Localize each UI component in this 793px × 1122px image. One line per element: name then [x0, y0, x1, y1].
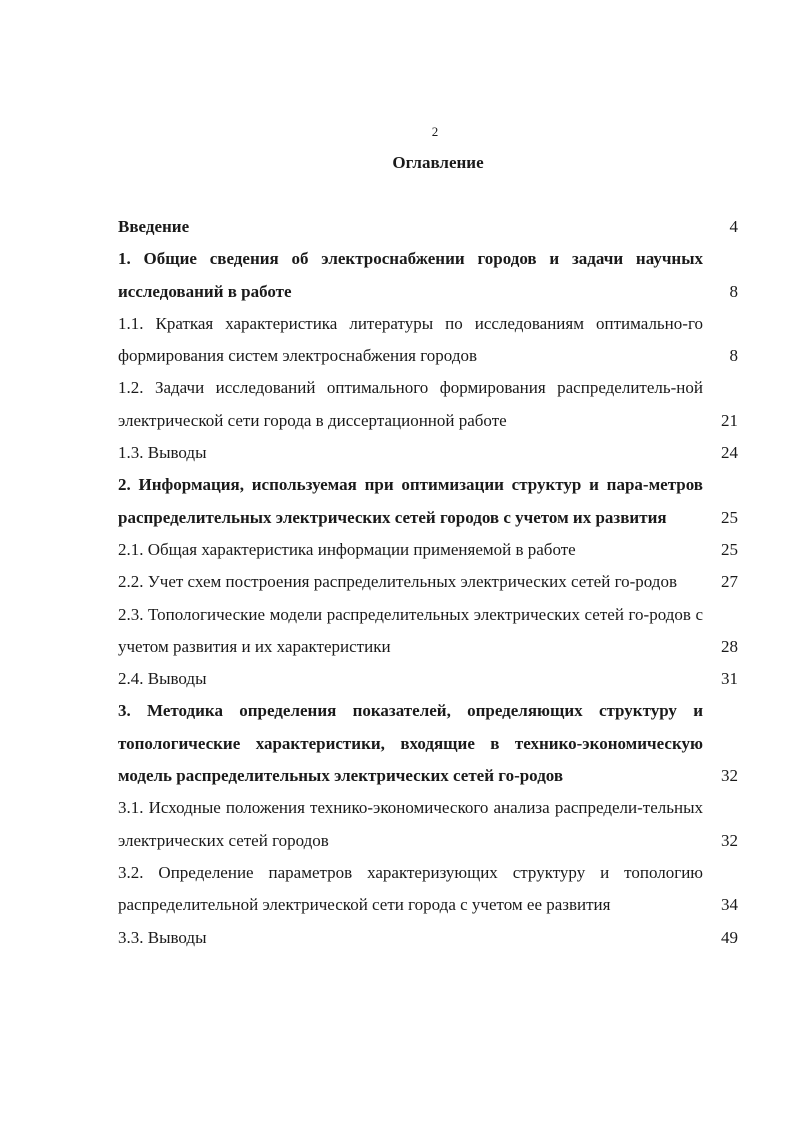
toc-entry-text: 2.3. Топологические модели распределительных электрических сетей го-родов с учетом развития и их характеристики — [118, 604, 703, 656]
toc-entry[interactable] — [118, 566, 738, 598]
toc-entry[interactable] — [118, 243, 738, 308]
toc-entry-text: 3. Методика определения показателей, определяющих структуру и топологические характеристики, входящие в технико-экономическую модель распределительных электрических сетей го-родов — [118, 701, 703, 786]
toc-entry[interactable] — [118, 599, 738, 664]
toc-entry-text: 1.3. Выводы — [118, 443, 207, 463]
toc-entry[interactable] — [118, 663, 738, 695]
toc-entry[interactable] — [118, 857, 738, 922]
toc-entry-page: 4 — [729, 217, 738, 236]
toc-entry-page: 28 — [721, 636, 738, 656]
toc-entry-text: 3.2. Определение параметров характеризующих структуру и топологию распределительной электрической сети города с учетом ее развития — [118, 862, 703, 915]
table-of-contents — [118, 211, 738, 954]
toc-entry[interactable] — [118, 695, 738, 792]
toc-entry-page: 8 — [729, 346, 738, 366]
toc-entry-page: 25 — [721, 539, 738, 559]
page-number: 2 — [431, 124, 439, 139]
toc-entry-page: 8 — [729, 281, 738, 301]
toc-entry[interactable] — [118, 372, 738, 437]
toc-entry-text: 2.2. Учет схем построения распределительных электрических сетей го-родов — [118, 572, 677, 592]
toc-entry-text: 1. Общие сведения об электроснабжении городов и задачи научных исследований в работе — [118, 249, 703, 301]
toc-entry-page: 32 — [721, 766, 738, 786]
toc-entry-page: 34 — [721, 895, 738, 915]
toc-entry[interactable] — [118, 922, 738, 954]
toc-entry-text: 2.4. Выводы — [118, 669, 207, 689]
toc-entry-page: 21 — [721, 410, 738, 430]
page-title: Оглавление — [392, 153, 484, 172]
toc-entry-text: Введение — [118, 217, 190, 236]
toc-entry-page: 25 — [721, 507, 738, 527]
toc-entry-text: 3.1. Исходные положения технико-экономического анализа распредели-тельных электрических сетей городов — [118, 798, 703, 850]
toc-entry[interactable] — [118, 437, 738, 469]
toc-entry-text: 1.1. Краткая характеристика литературы по исследованиям оптимально-го формирования систем электроснабжения городов — [118, 313, 703, 366]
toc-entry[interactable] — [118, 308, 738, 373]
toc-entry-page: 49 — [721, 927, 738, 947]
toc-entry-text: 2.1. Общая характеристика информации применяемой в работе — [118, 539, 576, 559]
toc-entry-page: 24 — [721, 443, 738, 463]
toc-entry-page: 32 — [721, 830, 738, 850]
toc-entry[interactable] — [118, 469, 738, 534]
toc-entry-text: 1.2. Задачи исследований оптимального формирования распределитель-ной электрической сети города в диссертационной работе — [118, 378, 703, 430]
toc-entry-text: 2. Информация, используемая при оптимизации структур и пара-метров распределительных электрических сетей городов с учетом их развития — [118, 475, 703, 527]
toc-entry-page: 31 — [721, 669, 738, 689]
toc-entry-text: 3.3. Выводы — [118, 927, 207, 947]
toc-entry[interactable] — [118, 211, 738, 243]
toc-entry[interactable] — [118, 792, 738, 857]
toc-entry-page: 27 — [721, 572, 738, 592]
toc-entry[interactable] — [118, 534, 738, 566]
